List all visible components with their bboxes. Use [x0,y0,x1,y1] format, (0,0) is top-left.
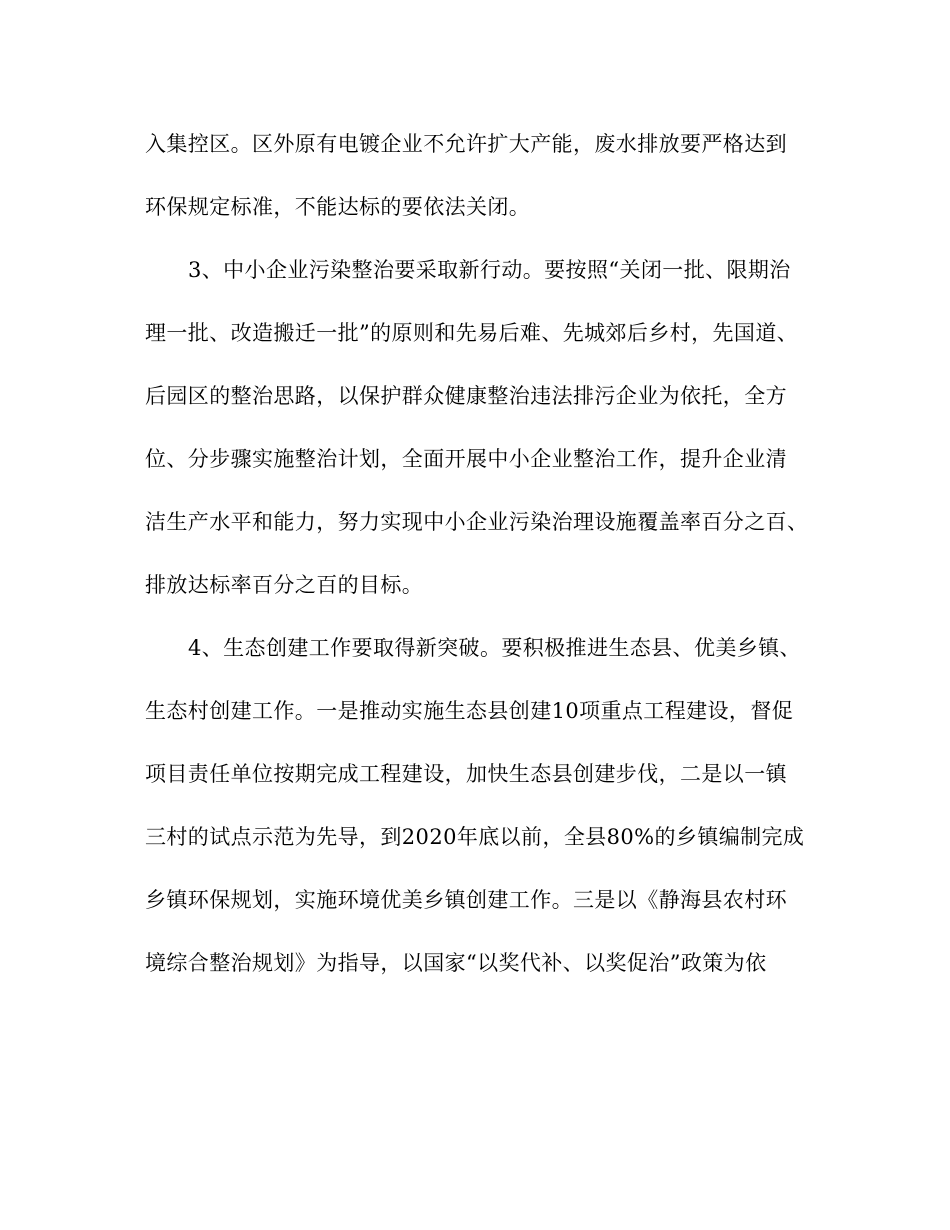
paragraph-start-line: 3、中小企业污染整治要采取新行动。要按照“关闭一批、限期治 [188,258,791,282]
text-line: 境综合整治规划》为指导，以国家“以奖代补、以奖促治”政策为依 [145,951,767,975]
text-line: 项目责任单位按期完成工程建设，加快生态县创建步伐，二是以一镇 [145,762,787,786]
text-line: 排放达标率百分之百的目标。 [145,573,424,597]
text-line: 三村的试点示范为先导，到2020年底以前，全县80%的乡镇编制完成 [145,825,805,849]
text-line: 后园区的整治思路，以保护群众健康整治违法排污企业为依托，全方 [145,384,787,408]
document-body [145,122,825,1004]
text-line: 生态村创建工作。一是推动实施生态县创建10项重点工程建设，督促 [145,699,794,723]
paragraph-start-line: 4、生态创建工作要取得新突破。要积极推进生态县、优美乡镇、 [188,636,801,660]
text-line: 环保规定标准，不能达标的要依法关闭。 [145,195,531,219]
text-line: 乡镇环保规划，实施环境优美乡镇创建工作。三是以《静海县农村环 [145,888,787,912]
text-line: 理一批、改造搬迁一批”的原则和先易后难、先城郊后乡村，先国道、 [145,321,799,345]
text-line: 位、分步骤实施整治计划，全面开展中小企业整治工作，提升企业清 [145,447,787,471]
text-line: 洁生产水平和能力，努力实现中小企业污染治理设施覆盖率百分之百、 [145,510,809,534]
text-line: 入集控区。区外原有电镀企业不允许扩大产能，废水排放要严格达到 [145,132,787,156]
